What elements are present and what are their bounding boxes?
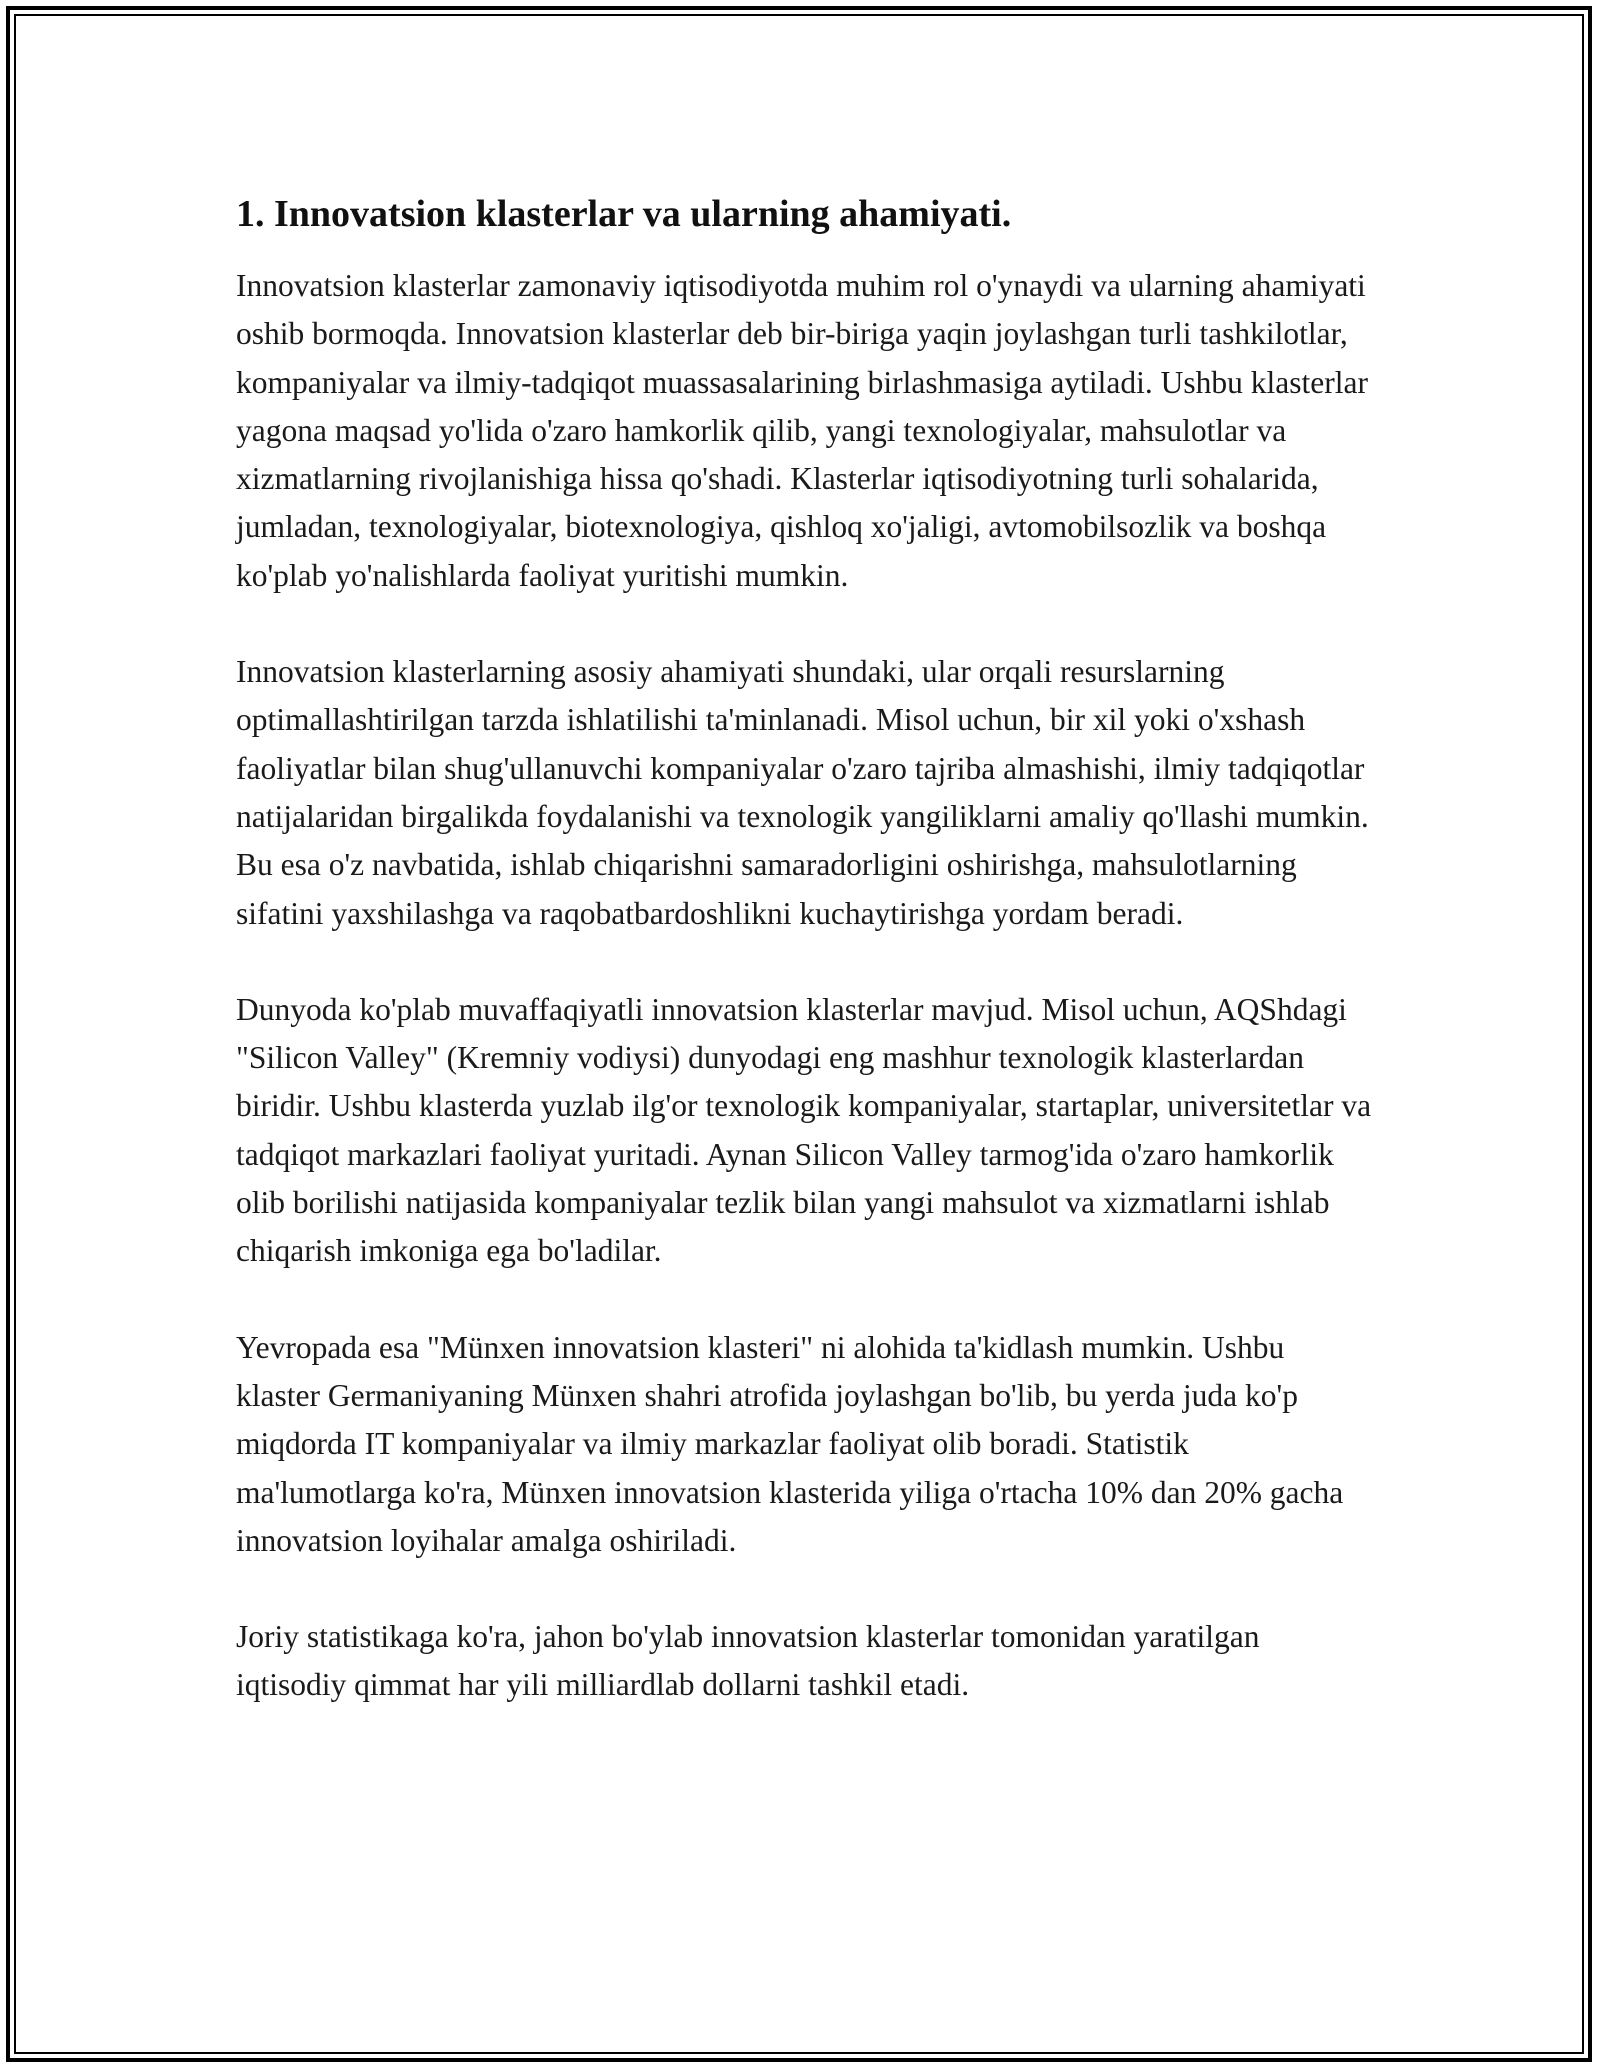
document-body [236, 190, 1376, 1758]
paragraph-5: Joriy statistikaga ko'ra, jahon bo'ylab innovatsion klasterlar tomonidan yaratilgan iqtisodiy qimmat har yili milliardlab dollarni tashkil etadi. [236, 1619, 1260, 1703]
paragraph-1: Innovatsion klasterlar zamonaviy iqtisodiyotda muhim rol o'ynaydi va ularning ahamiyati oshib bormoqda. Innovatsion klasterlar deb bir-biriga yaqin joylashgan turli tashkilotlar, kompaniyalar va ilmiy-tadqiqot muassasalarining birlashmasiga aytiladi. Ushbu klasterlar yagona maqsad yo'lida o'zaro hamkorlik qilib, yangi texnologiyalar, mahsulotlar va xizmatlarning rivojlanishiga hissa qo'shadi. Klasterlar iqtisodiyotning turli sohalarida, jumladan, texnologiyalar, biotexnologiya, qishloq xo'jaligi, avtomobilsozlik va boshqa ko'plab yo'nalishlarda faoliyat yuritishi mumkin. [236, 268, 1368, 593]
paragraph-4: Yevropada esa "Münxen innovatsion klasteri" ni alohida ta'kidlash mumkin. Ushbu klaster Germaniyaning Münxen shahri atrofida joylashgan bo'lib, bu yerda juda ko'p miqdorda IT kompaniyalar va ilmiy markazlar faoliyat olib boradi. Statistik ma'lumotlarga ko'ra, Münxen innovatsion klasterida yiliga o'rtacha 10% dan 20% gacha innovatsion loyihalar amalga oshiriladi. [236, 1329, 1344, 1558]
paragraph-2: Innovatsion klasterlarning asosiy ahamiyati shundaki, ular orqali resurslarning optimallashtirilgan tarzda ishlatilishi ta'minlanadi. Misol uchun, bir xil yoki o'xshash faoliyatlar bilan shug'ullanuvchi kompaniyalar o'zaro tajriba almashishi, ilmiy tadqiqotlar natijalaridan birgalikda foydalanishi va texnologik yangiliklarni amaliy qo'llashi mumkin. Bu esa o'z navbatida, ishlab chiqarishni samaradorligini oshirishga, mahsulotlarning sifatini yaxshilashga va raqobatbardoshlikni kuchaytirishga yordam beradi. [236, 654, 1369, 931]
section-title: 1. Innovatsion klasterlar va ularning ahamiyati. [236, 193, 1012, 235]
paragraph-3: Dunyoda ko'plab muvaffaqiyatli innovatsion klasterlar mavjud. Misol uchun, AQShdagi "Silicon Valley" (Kremniy vodiysi) dunyodagi eng mashhur texnologik klasterlardan biridir. Ushbu klasterda yuzlab ilg'or texnologik kompaniyalar, startaplar, universitetlar va tadqiqot markazlari faoliyat yuritadi. Aynan Silicon Valley tarmog'ida o'zaro hamkorlik olib borilishi natijasida kompaniyalar tezlik bilan yangi mahsulot va xizmatlarni ishlab chiqarish imkoniga ega bo'ladilar. [236, 991, 1372, 1269]
